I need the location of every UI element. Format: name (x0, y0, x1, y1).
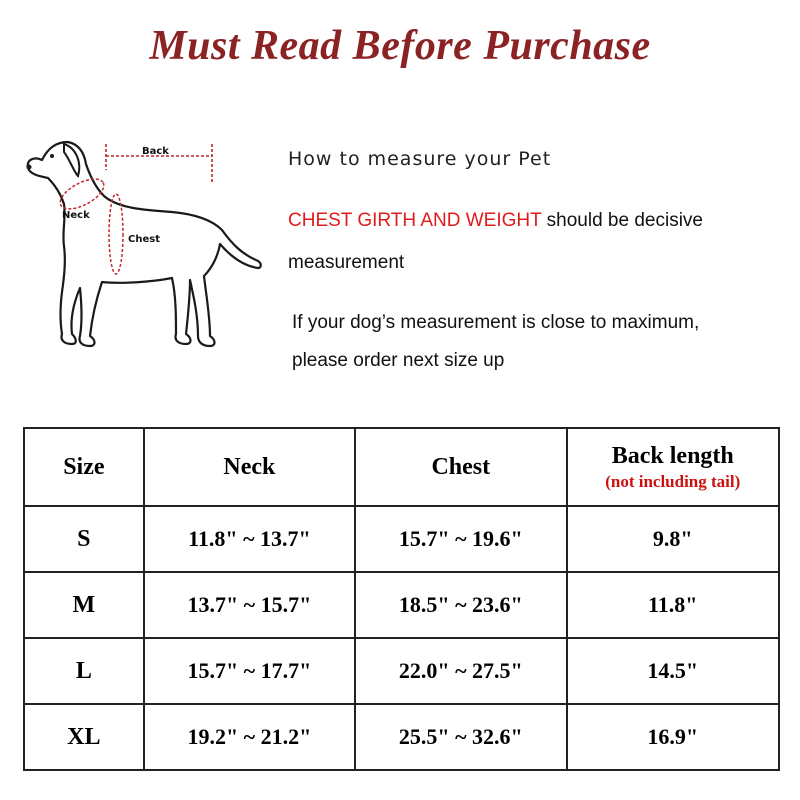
chest-cell: 15.7" ~ 19.6" (355, 506, 566, 572)
header-neck: Neck (144, 428, 355, 506)
table-row (24, 506, 779, 572)
neck-cell: 15.7" ~ 17.7" (144, 638, 355, 704)
table-row (24, 572, 779, 638)
table-row (24, 704, 779, 770)
back-length-cell: 16.9" (567, 704, 779, 770)
back-length-cell: 14.5" (567, 638, 779, 704)
size-up-tip: If your dog’s measurement is close to maximum, (292, 312, 700, 333)
header-back-length-note: (not including tail) (605, 471, 741, 491)
measure-guide-heading: How to measure your Pet (288, 148, 552, 170)
header-back-length (567, 428, 779, 506)
size-chart-table (23, 427, 780, 771)
table-row (24, 638, 779, 704)
size-cell: XL (24, 704, 144, 770)
chest-cell: 18.5" ~ 23.6" (355, 572, 566, 638)
size-cell: S (24, 506, 144, 572)
back-length-cell: 11.8" (567, 572, 779, 638)
chest-cell: 25.5" ~ 32.6" (355, 704, 566, 770)
neck-cell: 13.7" ~ 15.7" (144, 572, 355, 638)
dog-eye (50, 154, 54, 158)
back-label: Back (142, 146, 169, 157)
table-header-row (24, 428, 779, 506)
header-chest: Chest (355, 428, 566, 506)
chest-cell: 22.0" ~ 27.5" (355, 638, 566, 704)
size-cell: M (24, 572, 144, 638)
highlight-text: CHEST GIRTH AND WEIGHT (288, 210, 542, 231)
dog-nose (27, 165, 32, 170)
header-size: Size (24, 428, 144, 506)
measure-guide-line-continued: measurement (288, 252, 405, 273)
neck-label: Neck (62, 210, 90, 221)
chest-label: Chest (128, 234, 160, 245)
size-cell: L (24, 638, 144, 704)
size-up-tip-continued: please order next size up (292, 350, 505, 371)
header-back-length-label: Back length (611, 442, 734, 469)
back-length-cell: 9.8" (567, 506, 779, 572)
neck-cell: 19.2" ~ 21.2" (144, 704, 355, 770)
measure-guide-line-rest: should be decisive (541, 210, 703, 231)
neck-cell: 11.8" ~ 13.7" (144, 506, 355, 572)
dog-measurement-diagram (12, 112, 268, 364)
measure-guide-line (288, 210, 703, 232)
page-title: Must Read Before Purchase (149, 23, 651, 69)
